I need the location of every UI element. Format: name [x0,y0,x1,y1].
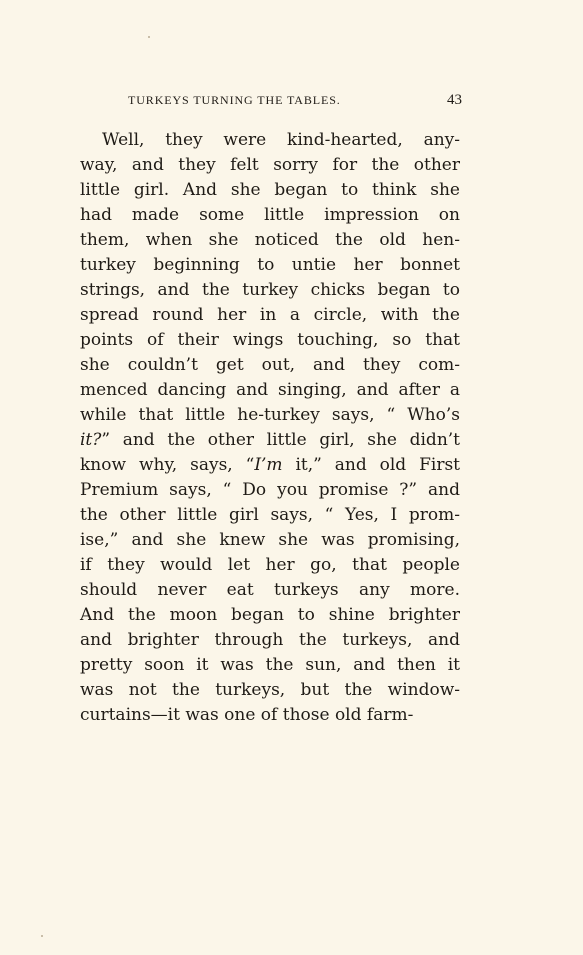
text-line [80,428,460,453]
text-line: points of their wings touching, so that [80,330,460,350]
text-line: them, when she noticed the old hen- [80,230,460,250]
italic-text: it? [80,430,102,450]
text-line: turkey beginning to untie her bonnet [80,255,460,275]
text-line: the other little girl says, “ Yes, I prom- [80,505,460,525]
text-run: know why, says, “ [80,455,255,475]
text-line: strings, and the turkey chicks began to [80,280,460,300]
paper-speck [41,935,43,937]
text-line: while that little he-turkey says, “ Who’s [80,405,460,425]
running-title: TURKEYS TURNING THE TABLES. [128,93,341,107]
page-number: 43 [447,92,462,108]
text-line: spread round her in a circle, with the [80,305,460,325]
text-run: ” and the other little girl, she didn’t [101,430,460,450]
running-head [128,92,462,109]
italic-text: I’m [254,455,283,475]
text-line: little girl. And she began to think she [80,180,460,200]
text-line: had made some little impression on [80,205,460,225]
text-line: And the moon began to shine brighter [80,605,460,625]
text-line: menced dancing and singing, and after a [80,380,460,400]
text-line: should never eat turkeys any more. [80,580,460,600]
text-line: way, and they felt sorry for the other [80,155,460,175]
paper-speck [148,36,150,38]
text-line: was not the turkeys, but the window- [80,680,460,700]
text-run: it,” and old First [282,455,461,475]
text-line [80,453,460,478]
text-line: pretty soon it was the sun, and then it [80,655,460,675]
text-line: if they would let her go, that people [80,555,460,575]
text-line: ise,” and she knew she was promising, [80,530,460,550]
text-line: curtains—it was one of those old farm- [80,705,414,725]
text-line: Well, they were kind-hearted, any- [102,130,460,150]
text-line: and brighter through the turkeys, and [80,630,460,650]
text-line: Premium says, “ Do you promise ?” and [80,480,460,500]
text-line: she couldn’t get out, and they com- [80,355,460,375]
body-text [80,128,460,728]
